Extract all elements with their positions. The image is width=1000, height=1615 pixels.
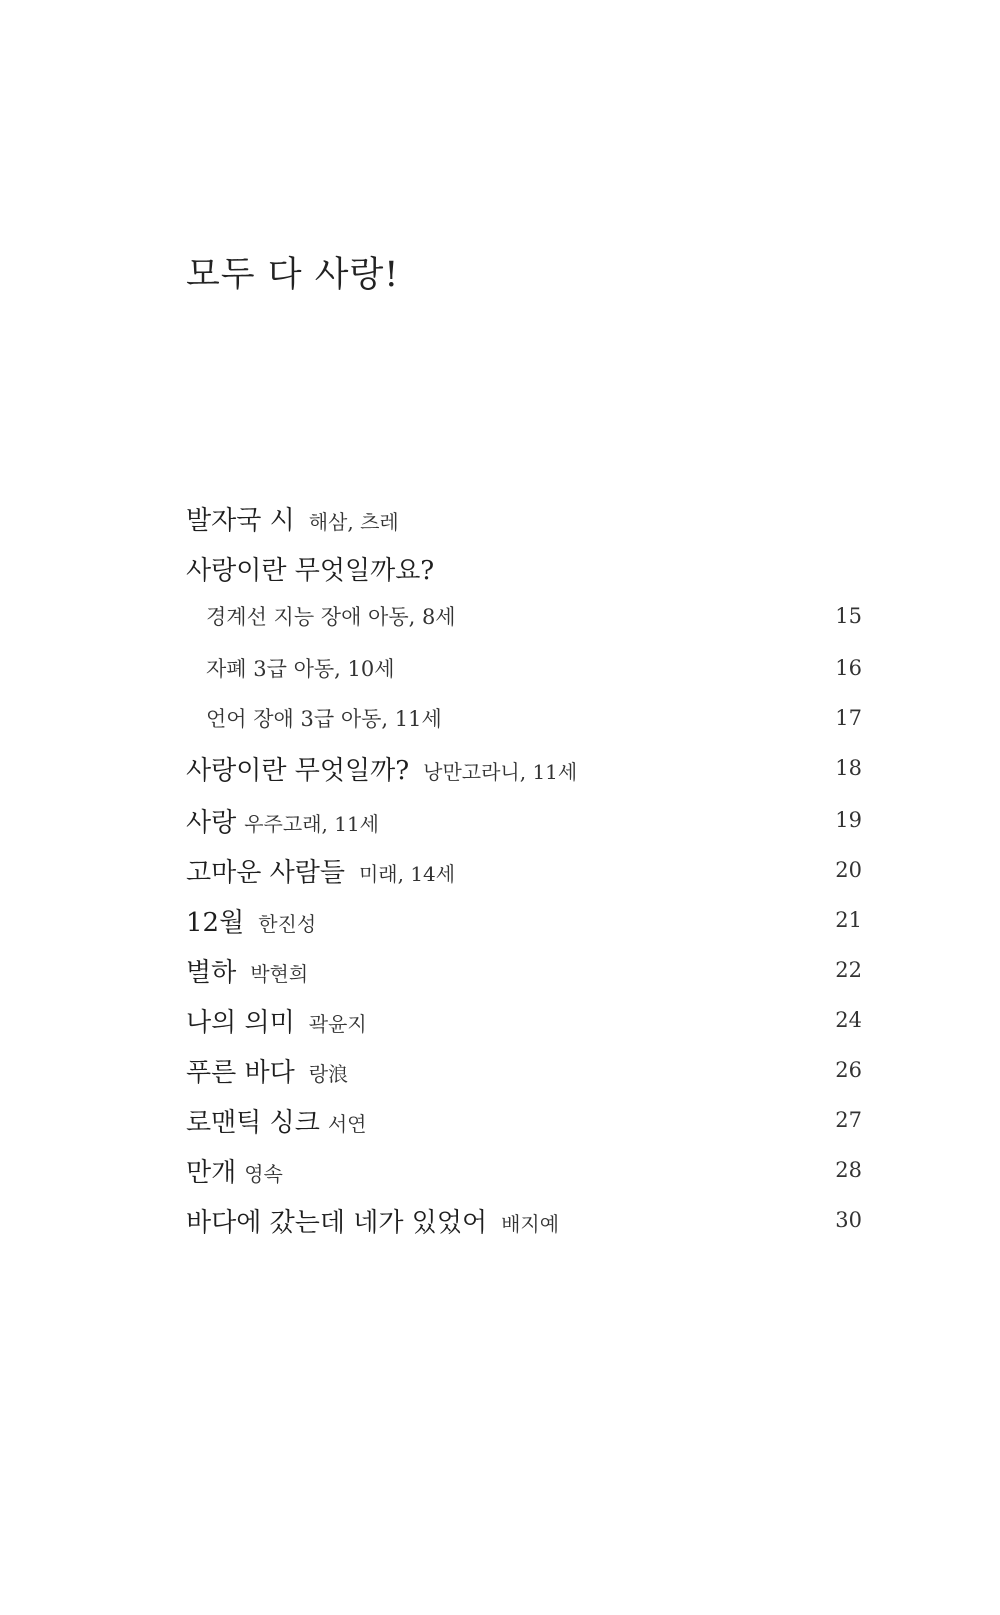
toc-entry-page: 26: [835, 1058, 862, 1082]
toc-entry-author: 박현희: [250, 961, 309, 986]
toc-entry: [186, 850, 862, 890]
toc-entry: [186, 1200, 862, 1240]
toc-entry-page: 20: [835, 858, 862, 882]
toc-subentry: [206, 698, 862, 738]
toc-entry-author: 배지예: [501, 1211, 560, 1236]
toc-entry-title: 푸른 바다: [186, 1057, 295, 1088]
toc-entry-author: 낭만고라니, 11세: [423, 759, 578, 784]
toc-entry-page: 27: [835, 1108, 862, 1132]
toc-entry-title: 별하: [186, 957, 237, 988]
toc-entry: [186, 800, 862, 840]
toc-entry-title: 경계선 지능 장애 아동, 8세: [206, 605, 456, 629]
toc-entry: [186, 748, 862, 788]
toc-entry-author: 영속: [244, 1161, 283, 1186]
toc-entry-author: 랑浪: [308, 1061, 349, 1086]
toc-entry-title: 바다에 갔는데 네가 있었어: [186, 1207, 488, 1238]
toc-entry: [186, 1150, 862, 1190]
toc-entry-page: 16: [835, 656, 862, 680]
section-title: 모두 다 사랑!: [186, 255, 400, 295]
toc-entry-title: 사랑이란 무엇일까?: [186, 755, 410, 786]
toc-entry-author: 우주고래, 11세: [244, 811, 379, 836]
toc-entry-page: 28: [835, 1158, 862, 1182]
toc-entry-title: 12월: [186, 907, 245, 938]
toc-entry: [186, 900, 862, 940]
toc-entry-page: 30: [835, 1208, 862, 1232]
toc-entry-author: 미래, 14세: [358, 861, 456, 886]
toc-entry-page: 15: [835, 604, 862, 628]
toc-entry: [186, 1050, 862, 1090]
toc-entry-page: 22: [835, 958, 862, 982]
toc-entry-page: 18: [835, 756, 862, 780]
toc-entry: [186, 1100, 862, 1140]
toc-entry-author: 서연: [327, 1111, 367, 1136]
toc-subentry: [206, 596, 862, 636]
toc-subentry: [206, 648, 862, 688]
toc-entry-title: 로맨틱 싱크: [186, 1107, 320, 1138]
toc-entry: [186, 548, 862, 588]
toc-entry-author: 한진성: [258, 911, 317, 936]
toc-entry-title: 발자국 시: [186, 505, 295, 536]
toc-entry-page: 17: [835, 706, 862, 730]
toc-entry-title: 만개: [186, 1157, 237, 1188]
toc-entry: [186, 498, 862, 538]
toc-entry-title: 언어 장애 3급 아동, 11세: [206, 707, 442, 731]
toc-entry-title: 사랑이란 무엇일까요?: [186, 555, 435, 586]
toc-entry: [186, 1000, 862, 1040]
toc-entry-author: 해삼, 츠레: [308, 509, 399, 534]
toc-entry: [186, 950, 862, 990]
toc-entry-author: 곽윤지: [308, 1011, 367, 1036]
toc-entry-page: 19: [835, 808, 862, 832]
toc-entry-title: 고마운 사람들: [186, 857, 345, 888]
toc-entry-page: 21: [835, 908, 862, 932]
toc-entry-title: 나의 의미: [186, 1007, 295, 1038]
toc-entry-title: 자폐 3급 아동, 10세: [206, 657, 395, 681]
toc-entry-title: 사랑: [186, 807, 237, 838]
toc-entry-page: 24: [835, 1008, 862, 1032]
